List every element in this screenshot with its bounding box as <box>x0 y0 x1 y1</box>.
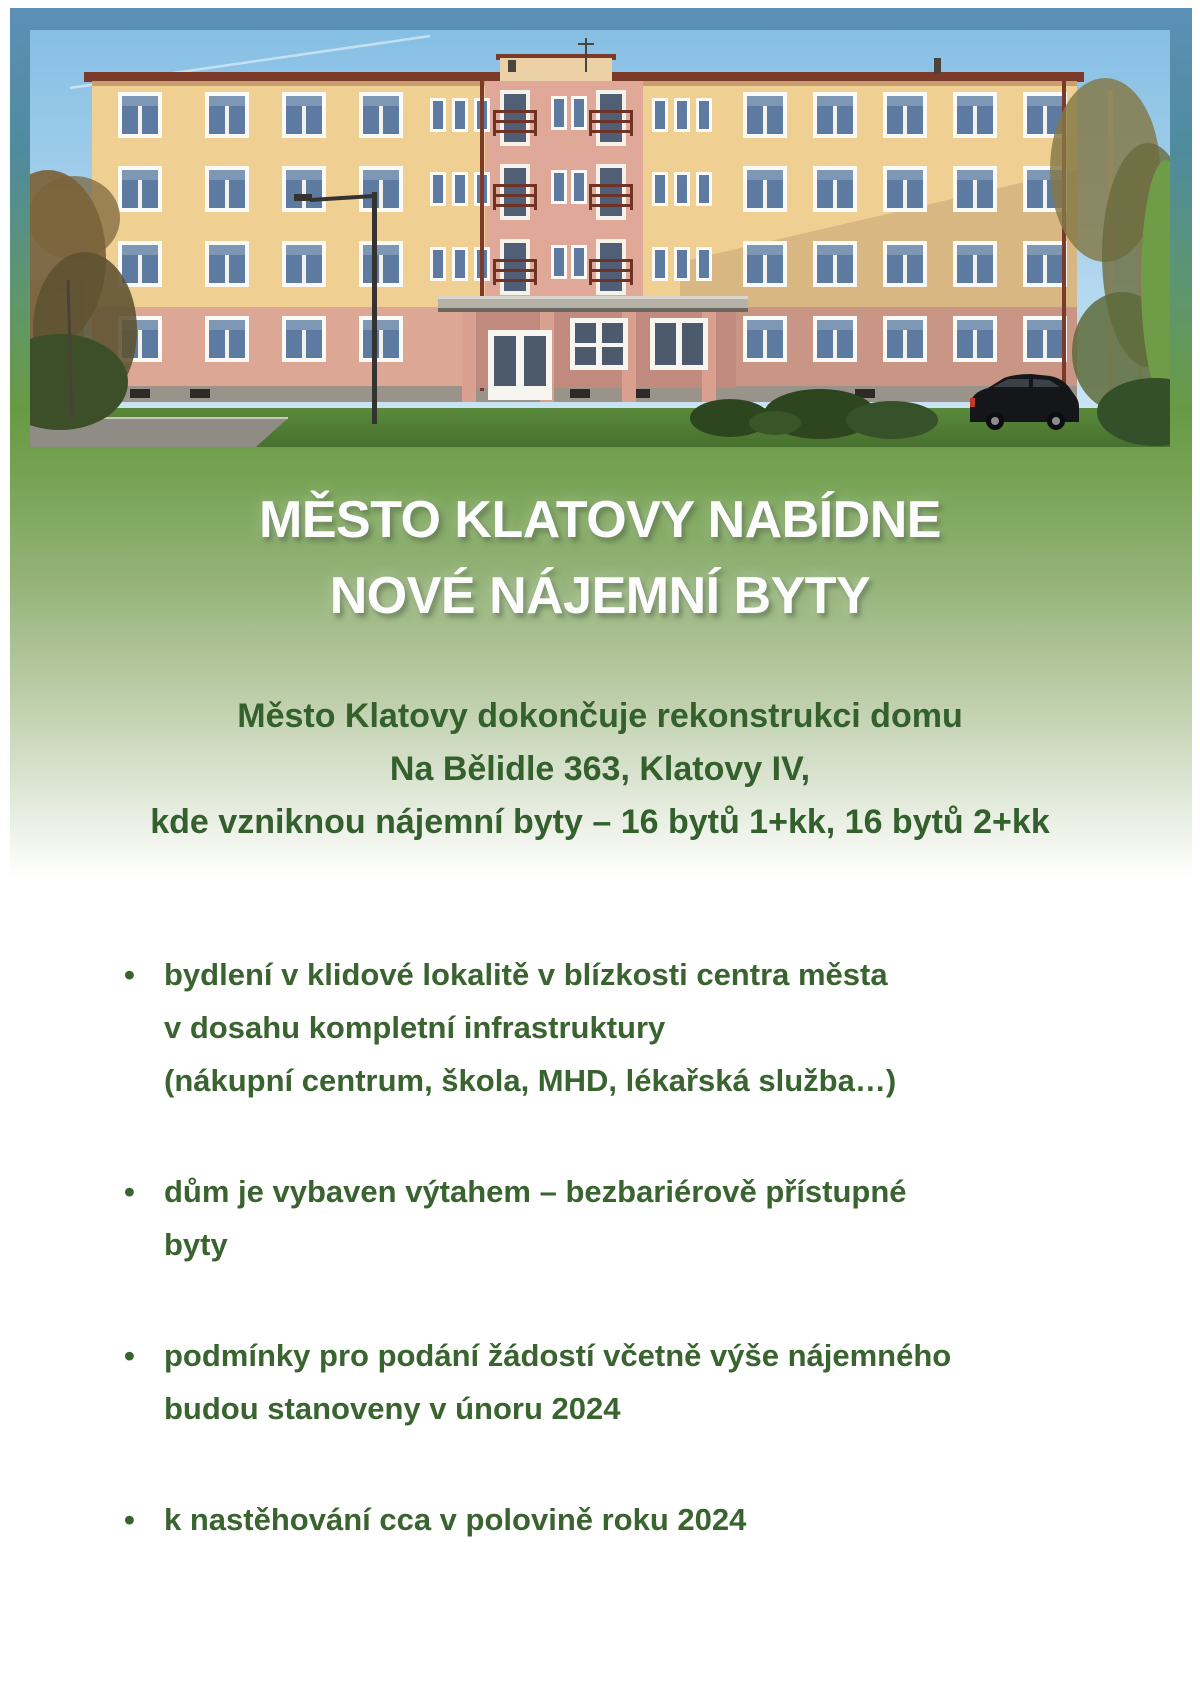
bullet-line: k nastěhování cca v polovině roku 2024 <box>164 1502 747 1537</box>
bullet-line: budou stanoveny v únoru 2024 <box>164 1391 621 1426</box>
bullet-list <box>118 948 1118 1604</box>
building-photo <box>30 30 1170 447</box>
poster-title <box>0 482 1200 634</box>
bullet-line: byty <box>164 1227 228 1262</box>
title-line-1: MĚSTO KLATOVY NABÍDNE <box>259 491 941 549</box>
bullet-line: v dosahu kompletní infrastruktury <box>164 1010 666 1045</box>
subtitle-line-3: kde vzniknou nájemní byty – 16 bytů 1+kk, 16 bytů 2+kk <box>150 803 1050 841</box>
bullet-dot: • <box>124 1338 135 1373</box>
bullet-line: (nákupní centrum, škola, MHD, lékařská služba…) <box>164 1063 897 1098</box>
bullet-dot: • <box>124 1174 135 1209</box>
bullet-line: podmínky pro podání žádostí včetně výše nájemného <box>164 1338 952 1373</box>
bullet-line: bydlení v klidové lokalitě v blízkosti centra města <box>164 957 888 992</box>
bullet-dot: • <box>124 957 135 992</box>
bullet-dot: • <box>124 1502 135 1537</box>
bullet-item-4 <box>118 1493 1118 1546</box>
bullet-item-3 <box>118 1329 1118 1435</box>
bullet-item-1 <box>118 948 1118 1107</box>
title-line-2: NOVÉ NÁJEMNÍ BYTY <box>329 567 871 625</box>
subtitle-line-1: Město Klatovy dokončuje rekonstrukci domu <box>237 697 963 735</box>
building-photo-illustration <box>30 30 1170 447</box>
poster-subtitle <box>0 690 1200 849</box>
bullet-line: dům je vybaven výtahem – bezbariérově přístupné <box>164 1174 907 1209</box>
subtitle-line-2: Na Bělidle 363, Klatovy IV, <box>389 750 811 788</box>
bullet-item-2 <box>118 1165 1118 1271</box>
